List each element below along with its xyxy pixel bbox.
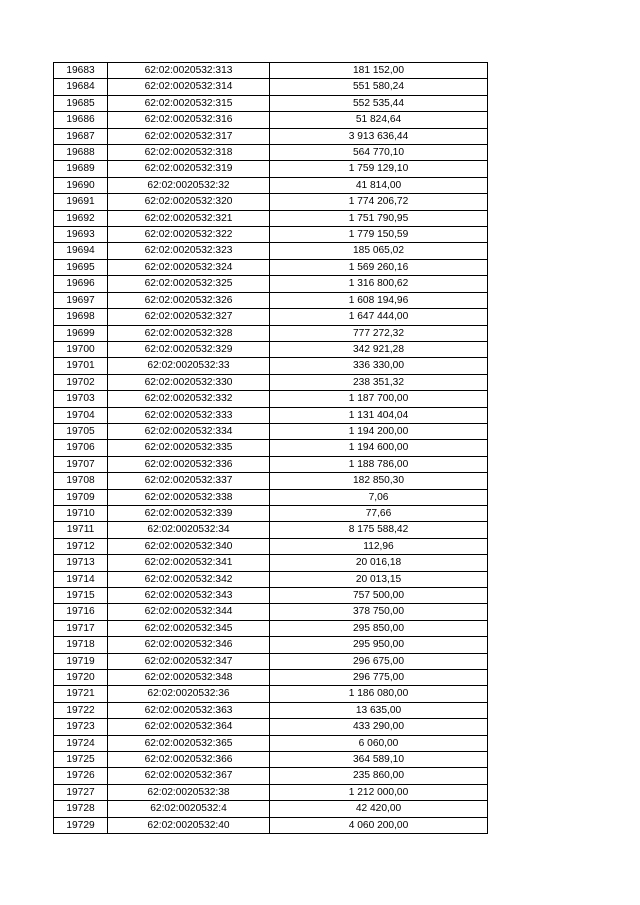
- row-number-cell: 19720: [54, 670, 108, 686]
- row-number-cell: 19719: [54, 653, 108, 669]
- cadastral-number-cell: 62:02:0020532:328: [108, 325, 270, 341]
- row-number-cell: 19701: [54, 358, 108, 374]
- table-row: [54, 407, 488, 423]
- cadastral-value-cell: 1 759 129,10: [270, 161, 488, 177]
- row-number-cell: 19685: [54, 95, 108, 111]
- table-body: [54, 63, 488, 834]
- cadastral-number-cell: 62:02:0020532:342: [108, 571, 270, 587]
- row-number-cell: 19727: [54, 784, 108, 800]
- table-row: [54, 604, 488, 620]
- row-number-cell: 19710: [54, 505, 108, 521]
- row-number-cell: 19728: [54, 801, 108, 817]
- cadastral-value-cell: 552 535,44: [270, 95, 488, 111]
- cadastral-value-cell: 1 187 700,00: [270, 391, 488, 407]
- cadastral-number-cell: 62:02:0020532:327: [108, 309, 270, 325]
- cadastral-number-cell: 62:02:0020532:329: [108, 341, 270, 357]
- table-row: [54, 145, 488, 161]
- table-row: [54, 801, 488, 817]
- table-row: [54, 276, 488, 292]
- cadastral-value-cell: 1 647 444,00: [270, 309, 488, 325]
- table-row: [54, 227, 488, 243]
- cadastral-number-cell: 62:02:0020532:4: [108, 801, 270, 817]
- cadastral-value-cell: 235 860,00: [270, 768, 488, 784]
- cadastral-value-cell: 185 065,02: [270, 243, 488, 259]
- table-row: [54, 243, 488, 259]
- table-row: [54, 440, 488, 456]
- row-number-cell: 19709: [54, 489, 108, 505]
- cadastral-number-cell: 62:02:0020532:333: [108, 407, 270, 423]
- table-row: [54, 259, 488, 275]
- table-row: [54, 571, 488, 587]
- table-row: [54, 702, 488, 718]
- row-number-cell: 19699: [54, 325, 108, 341]
- row-number-cell: 19708: [54, 473, 108, 489]
- cadastral-number-cell: 62:02:0020532:338: [108, 489, 270, 505]
- row-number-cell: 19684: [54, 79, 108, 95]
- cadastral-value-cell: 181 152,00: [270, 63, 488, 79]
- table-row: [54, 161, 488, 177]
- cadastral-value-cell: 8 175 588,42: [270, 522, 488, 538]
- cadastral-value-cell: 20 016,18: [270, 555, 488, 571]
- table-row: [54, 489, 488, 505]
- table-row: [54, 79, 488, 95]
- row-number-cell: 19700: [54, 341, 108, 357]
- row-number-cell: 19696: [54, 276, 108, 292]
- cadastral-number-cell: 62:02:0020532:341: [108, 555, 270, 571]
- cadastral-number-cell: 62:02:0020532:344: [108, 604, 270, 620]
- row-number-cell: 19722: [54, 702, 108, 718]
- cadastral-number-cell: 62:02:0020532:324: [108, 259, 270, 275]
- table-row: [54, 719, 488, 735]
- row-number-cell: 19702: [54, 374, 108, 390]
- cadastral-value-cell: 757 500,00: [270, 588, 488, 604]
- cadastral-value-cell: 1 608 194,96: [270, 292, 488, 308]
- table-row: [54, 292, 488, 308]
- table-row: [54, 358, 488, 374]
- table-row: [54, 210, 488, 226]
- cadastral-value-cell: 13 635,00: [270, 702, 488, 718]
- cadastral-value-cell: 378 750,00: [270, 604, 488, 620]
- cadastral-number-cell: 62:02:0020532:316: [108, 112, 270, 128]
- cadastral-number-cell: 62:02:0020532:330: [108, 374, 270, 390]
- cadastral-number-cell: 62:02:0020532:325: [108, 276, 270, 292]
- cadastral-number-cell: 62:02:0020532:320: [108, 194, 270, 210]
- cadastral-value-cell: 238 351,32: [270, 374, 488, 390]
- row-number-cell: 19707: [54, 456, 108, 472]
- cadastral-value-cell: 1 188 786,00: [270, 456, 488, 472]
- cadastral-number-cell: 62:02:0020532:340: [108, 538, 270, 554]
- cadastral-value-cell: 1 194 200,00: [270, 423, 488, 439]
- cadastral-value-table: [53, 62, 488, 834]
- cadastral-number-cell: 62:02:0020532:315: [108, 95, 270, 111]
- table-row: [54, 112, 488, 128]
- row-number-cell: 19716: [54, 604, 108, 620]
- table-row: [54, 423, 488, 439]
- table-row: [54, 374, 488, 390]
- cadastral-number-cell: 62:02:0020532:38: [108, 784, 270, 800]
- table-row: [54, 653, 488, 669]
- row-number-cell: 19729: [54, 817, 108, 833]
- row-number-cell: 19714: [54, 571, 108, 587]
- cadastral-value-cell: 551 580,24: [270, 79, 488, 95]
- cadastral-number-cell: 62:02:0020532:36: [108, 686, 270, 702]
- row-number-cell: 19725: [54, 752, 108, 768]
- row-number-cell: 19703: [54, 391, 108, 407]
- cadastral-number-cell: 62:02:0020532:33: [108, 358, 270, 374]
- table-row: [54, 325, 488, 341]
- cadastral-number-cell: 62:02:0020532:319: [108, 161, 270, 177]
- row-number-cell: 19695: [54, 259, 108, 275]
- table-row: [54, 505, 488, 521]
- cadastral-number-cell: 62:02:0020532:339: [108, 505, 270, 521]
- cadastral-value-cell: 1 316 800,62: [270, 276, 488, 292]
- cadastral-value-cell: 41 814,00: [270, 177, 488, 193]
- cadastral-number-cell: 62:02:0020532:337: [108, 473, 270, 489]
- cadastral-value-cell: 336 330,00: [270, 358, 488, 374]
- row-number-cell: 19726: [54, 768, 108, 784]
- cadastral-value-cell: 3 913 636,44: [270, 128, 488, 144]
- cadastral-value-cell: 777 272,32: [270, 325, 488, 341]
- cadastral-number-cell: 62:02:0020532:322: [108, 227, 270, 243]
- cadastral-value-cell: 1 569 260,16: [270, 259, 488, 275]
- row-number-cell: 19683: [54, 63, 108, 79]
- cadastral-value-cell: 42 420,00: [270, 801, 488, 817]
- cadastral-number-cell: 62:02:0020532:347: [108, 653, 270, 669]
- table-row: [54, 735, 488, 751]
- table-row: [54, 538, 488, 554]
- cadastral-value-cell: 1 194 600,00: [270, 440, 488, 456]
- cadastral-value-cell: 433 290,00: [270, 719, 488, 735]
- table-row: [54, 686, 488, 702]
- cadastral-number-cell: 62:02:0020532:326: [108, 292, 270, 308]
- table-row: [54, 391, 488, 407]
- row-number-cell: 19690: [54, 177, 108, 193]
- table-row: [54, 670, 488, 686]
- cadastral-number-cell: 62:02:0020532:348: [108, 670, 270, 686]
- table-row: [54, 456, 488, 472]
- row-number-cell: 19712: [54, 538, 108, 554]
- cadastral-number-cell: 62:02:0020532:365: [108, 735, 270, 751]
- table-row: [54, 522, 488, 538]
- table-row: [54, 63, 488, 79]
- cadastral-value-cell: 342 921,28: [270, 341, 488, 357]
- row-number-cell: 19692: [54, 210, 108, 226]
- row-number-cell: 19698: [54, 309, 108, 325]
- cadastral-number-cell: 62:02:0020532:332: [108, 391, 270, 407]
- table-row: [54, 768, 488, 784]
- table-row: [54, 309, 488, 325]
- cadastral-number-cell: 62:02:0020532:334: [108, 423, 270, 439]
- cadastral-value-cell: 77,66: [270, 505, 488, 521]
- table-row: [54, 817, 488, 833]
- row-number-cell: 19693: [54, 227, 108, 243]
- cadastral-number-cell: 62:02:0020532:313: [108, 63, 270, 79]
- cadastral-number-cell: 62:02:0020532:364: [108, 719, 270, 735]
- row-number-cell: 19697: [54, 292, 108, 308]
- cadastral-number-cell: 62:02:0020532:40: [108, 817, 270, 833]
- cadastral-value-cell: 295 850,00: [270, 620, 488, 636]
- cadastral-value-cell: 4 060 200,00: [270, 817, 488, 833]
- cadastral-value-cell: 1 212 000,00: [270, 784, 488, 800]
- row-number-cell: 19718: [54, 637, 108, 653]
- table-row: [54, 555, 488, 571]
- cadastral-number-cell: 62:02:0020532:32: [108, 177, 270, 193]
- row-number-cell: 19723: [54, 719, 108, 735]
- row-number-cell: 19713: [54, 555, 108, 571]
- cadastral-value-cell: 1 779 150,59: [270, 227, 488, 243]
- row-number-cell: 19706: [54, 440, 108, 456]
- table-row: [54, 341, 488, 357]
- table-row: [54, 637, 488, 653]
- cadastral-value-cell: 295 950,00: [270, 637, 488, 653]
- cadastral-number-cell: 62:02:0020532:34: [108, 522, 270, 538]
- cadastral-number-cell: 62:02:0020532:314: [108, 79, 270, 95]
- cadastral-value-cell: 1 186 080,00: [270, 686, 488, 702]
- cadastral-value-cell: 6 060,00: [270, 735, 488, 751]
- row-number-cell: 19688: [54, 145, 108, 161]
- cadastral-value-cell: 1 774 206,72: [270, 194, 488, 210]
- cadastral-value-cell: 1 751 790,95: [270, 210, 488, 226]
- row-number-cell: 19704: [54, 407, 108, 423]
- cadastral-number-cell: 62:02:0020532:336: [108, 456, 270, 472]
- cadastral-number-cell: 62:02:0020532:317: [108, 128, 270, 144]
- cadastral-value-cell: 7,06: [270, 489, 488, 505]
- cadastral-value-cell: 51 824,64: [270, 112, 488, 128]
- table-row: [54, 194, 488, 210]
- row-number-cell: 19686: [54, 112, 108, 128]
- row-number-cell: 19694: [54, 243, 108, 259]
- row-number-cell: 19715: [54, 588, 108, 604]
- cadastral-value-cell: 296 675,00: [270, 653, 488, 669]
- row-number-cell: 19689: [54, 161, 108, 177]
- cadastral-value-cell: 182 850,30: [270, 473, 488, 489]
- cadastral-number-cell: 62:02:0020532:367: [108, 768, 270, 784]
- table-row: [54, 588, 488, 604]
- cadastral-number-cell: 62:02:0020532:366: [108, 752, 270, 768]
- cadastral-number-cell: 62:02:0020532:346: [108, 637, 270, 653]
- table-row: [54, 128, 488, 144]
- table-row: [54, 473, 488, 489]
- row-number-cell: 19687: [54, 128, 108, 144]
- cadastral-number-cell: 62:02:0020532:363: [108, 702, 270, 718]
- cadastral-value-cell: 364 589,10: [270, 752, 488, 768]
- cadastral-number-cell: 62:02:0020532:321: [108, 210, 270, 226]
- table-row: [54, 95, 488, 111]
- row-number-cell: 19705: [54, 423, 108, 439]
- table-row: [54, 784, 488, 800]
- row-number-cell: 19691: [54, 194, 108, 210]
- row-number-cell: 19721: [54, 686, 108, 702]
- cadastral-value-cell: 564 770,10: [270, 145, 488, 161]
- cadastral-value-cell: 20 013,15: [270, 571, 488, 587]
- row-number-cell: 19717: [54, 620, 108, 636]
- row-number-cell: 19724: [54, 735, 108, 751]
- row-number-cell: 19711: [54, 522, 108, 538]
- cadastral-number-cell: 62:02:0020532:318: [108, 145, 270, 161]
- table-row: [54, 620, 488, 636]
- cadastral-value-cell: 1 131 404,04: [270, 407, 488, 423]
- cadastral-number-cell: 62:02:0020532:323: [108, 243, 270, 259]
- cadastral-value-cell: 112,96: [270, 538, 488, 554]
- cadastral-value-cell: 296 775,00: [270, 670, 488, 686]
- table-row: [54, 752, 488, 768]
- cadastral-number-cell: 62:02:0020532:335: [108, 440, 270, 456]
- cadastral-number-cell: 62:02:0020532:343: [108, 588, 270, 604]
- cadastral-number-cell: 62:02:0020532:345: [108, 620, 270, 636]
- table-row: [54, 177, 488, 193]
